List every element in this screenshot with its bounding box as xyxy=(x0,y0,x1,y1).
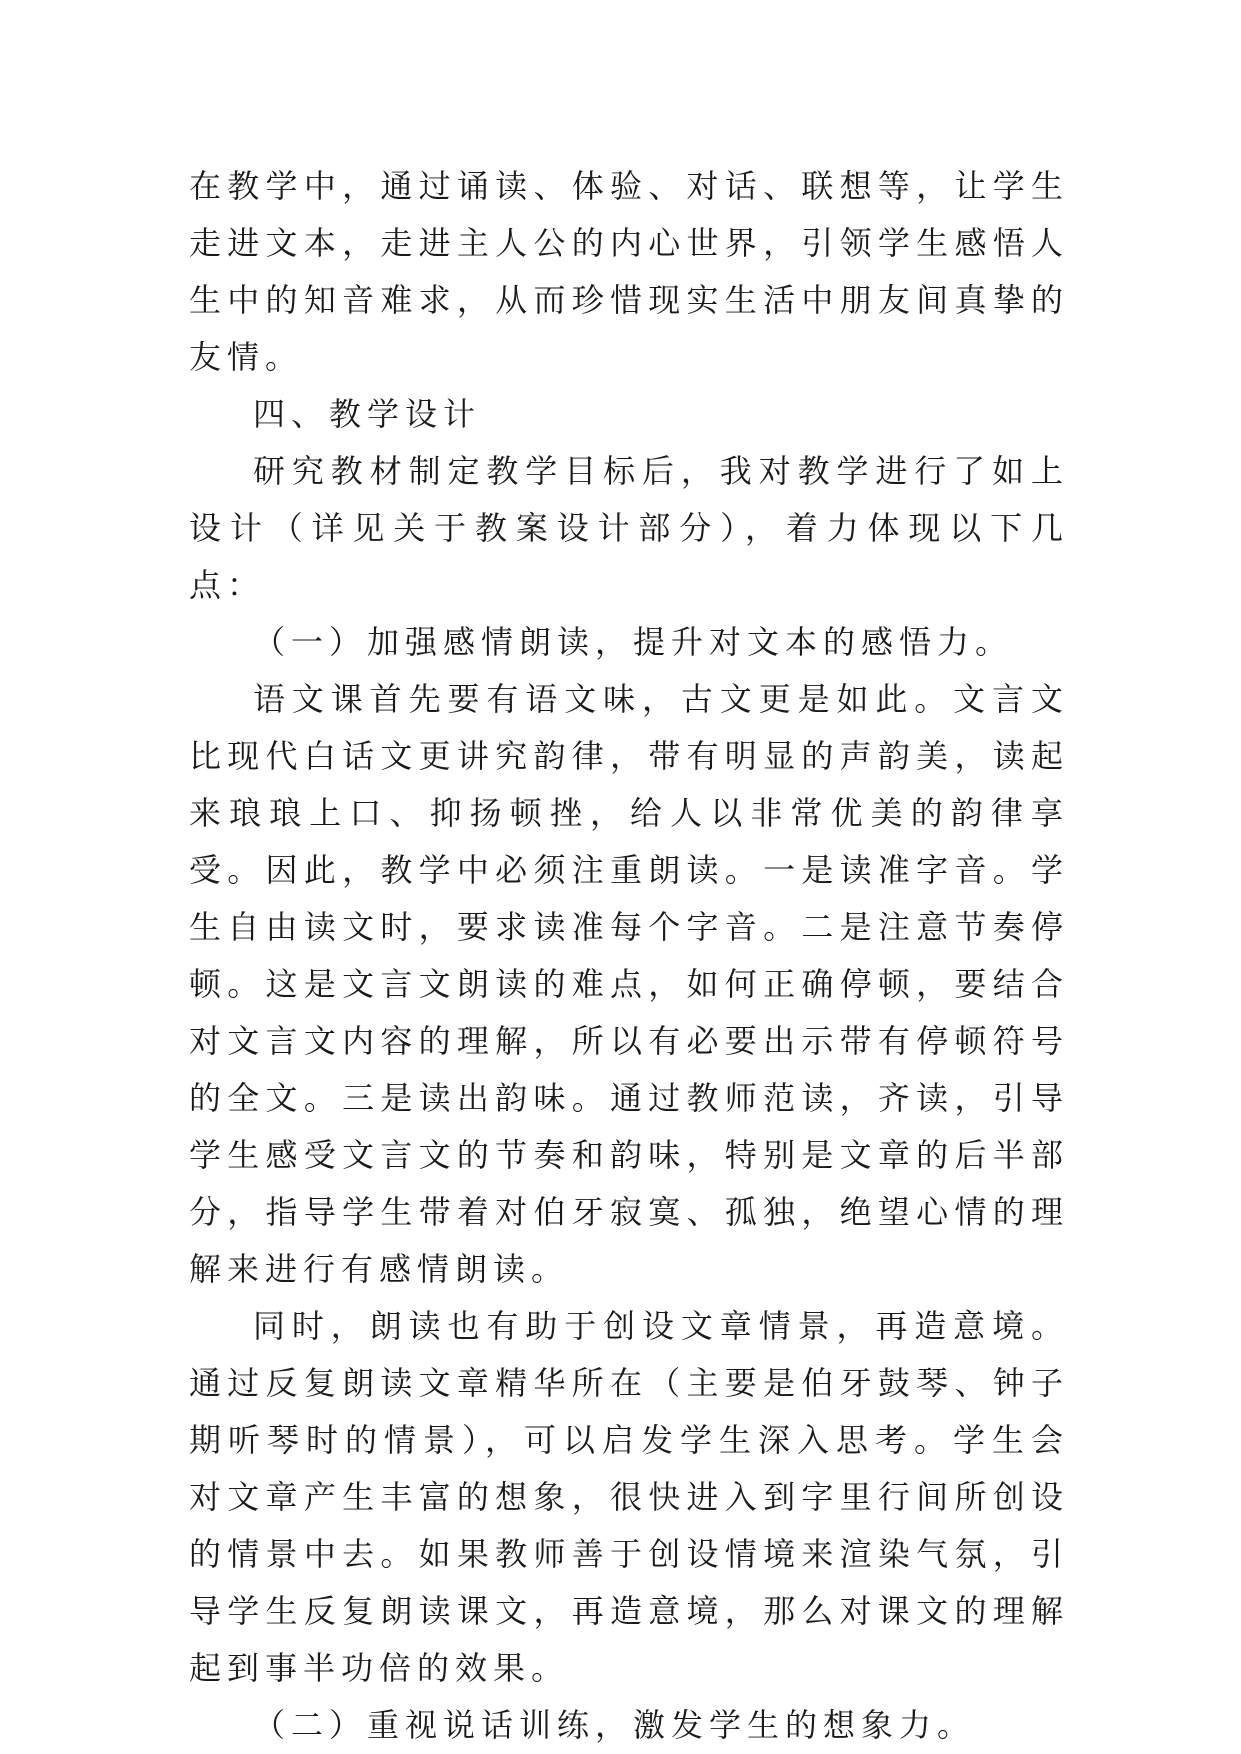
paragraph-creating-scenes: 同时，朗读也有助于创设文章情景，再造意境。通过反复朗读文章精华所在（主要是伯牙鼓琴、钟子期听琴时的情景），可以启发学生深入思考。学生会对文章产生丰富的想象，很快进入到字里行间所创设的情景中去。如果教师善于创设情境来渲染气氛，引导学生反复朗读课文，再造意境，那么对课文的理解起到事半功倍的效果。 xyxy=(189,1307,1069,1687)
subsection-heading-speaking-training: （二）重视说话训练，激发学生的想象力。 xyxy=(253,1706,976,1744)
section-heading-teaching-design: 四、教学设计 xyxy=(253,395,482,433)
paragraph-teaching-goal-continued: 在教学中，通过诵读、体验、对话、联想等，让学生走进文本，走进主人公的内心世界，引领学生感悟人生中的知音难求，从而珍惜现实生活中朋友间真挚的友情。 xyxy=(189,167,1069,376)
text-body xyxy=(189,158,1069,1754)
paragraph-reading-aloud: 语文课首先要有语文味，古文更是如此。文言文比现代白话文更讲究韵律，带有明显的声韵美，读起来琅琅上口、抑扬顿挫，给人以非常优美的韵律享受。因此，教学中必须注重朗读。一是读准字音。学生自由读文时，要求读准每个字音。二是注意节奏停顿。这是文言文朗读的难点，如何正确停顿，要结合对文言文内容的理解，所以有必要出示带有停顿符号的全文。三是读出韵味。通过教师范读，齐读，引导学生感受文言文的节奏和韵味，特别是文章的后半部分，指导学生带着对伯牙寂寞、孤独，绝望心情的理解来进行有感情朗读。 xyxy=(189,680,1069,1288)
subsection-heading-reading-aloud: （一）加强感情朗读，提升对文本的感悟力。 xyxy=(253,623,1014,661)
paragraph-design-overview: 研究教材制定教学目标后，我对教学进行了如上设计（详见关于教案设计部分），着力体现以下几点： xyxy=(189,452,1069,604)
